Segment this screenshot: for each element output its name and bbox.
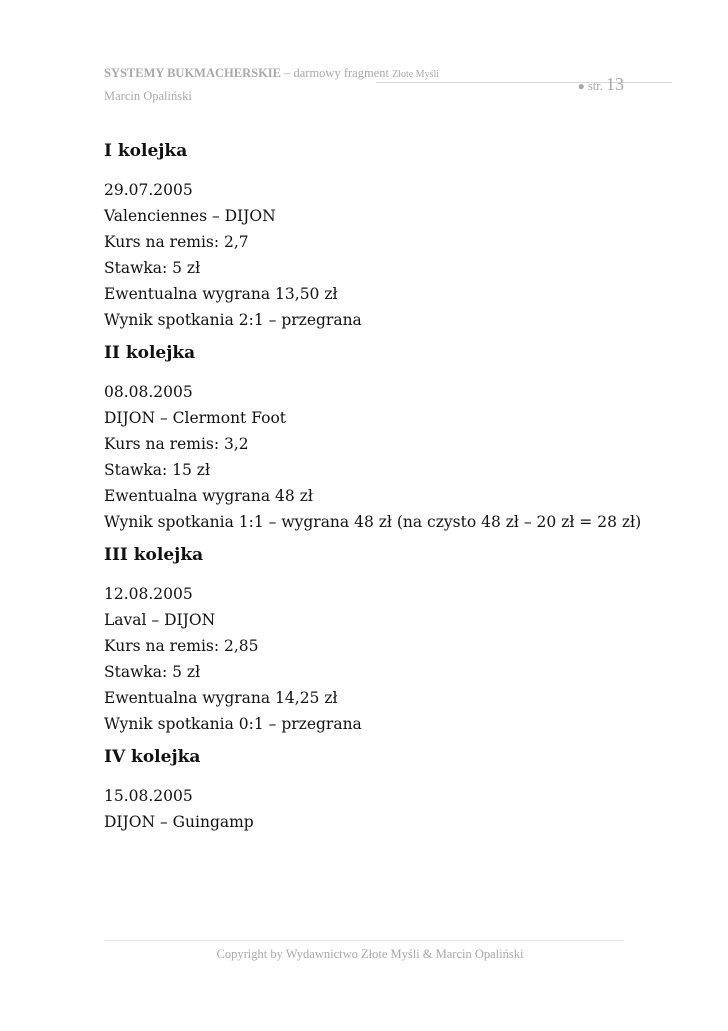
section-heading: III kolejka bbox=[104, 545, 204, 565]
page-number: 13 bbox=[606, 74, 624, 94]
section-round-4 bbox=[104, 743, 644, 835]
section-heading: IV kolejka bbox=[104, 747, 201, 767]
match-date: 29.07.2005 bbox=[104, 181, 193, 199]
section-round-3 bbox=[104, 541, 644, 737]
match-date: 15.08.2005 bbox=[104, 787, 193, 805]
match-teams: Laval – DIJON bbox=[104, 611, 216, 629]
stake: Stawka: 5 zł bbox=[104, 259, 201, 277]
match-result: Wynik spotkania 0:1 – przegrana bbox=[104, 715, 362, 733]
header-brand: SYSTEMY BUKMACHERSKIE bbox=[104, 66, 281, 80]
footer-copyright: Copyright by Wydawnictwo Złote Myśli & Marcin Opaliński bbox=[216, 947, 524, 961]
stake: Stawka: 5 zł bbox=[104, 663, 201, 681]
match-teams: DIJON – Clermont Foot bbox=[104, 409, 287, 427]
header-title bbox=[104, 66, 439, 81]
match-teams: DIJON – Guingamp bbox=[104, 813, 254, 831]
draw-odds: Kurs na remis: 2,7 bbox=[104, 233, 249, 251]
page-header bbox=[104, 66, 624, 116]
document-body bbox=[104, 137, 644, 841]
match-date: 12.08.2005 bbox=[104, 585, 193, 603]
potential-win: Ewentualna wygrana 48 zł bbox=[104, 487, 313, 505]
draw-odds: Kurs na remis: 3,2 bbox=[104, 435, 249, 453]
header-publisher: Złote Myśli bbox=[392, 69, 440, 80]
section-heading: I kolejka bbox=[104, 141, 188, 161]
match-date: 08.08.2005 bbox=[104, 383, 193, 401]
footer-divider bbox=[104, 940, 624, 941]
header-divider bbox=[376, 82, 672, 83]
match-teams: Valenciennes – DIJON bbox=[104, 207, 276, 225]
page-number-label bbox=[578, 74, 624, 95]
bullet-icon: ● bbox=[577, 79, 585, 93]
potential-win: Ewentualna wygrana 13,50 zł bbox=[104, 285, 338, 303]
match-result: Wynik spotkania 1:1 – wygrana 48 zł (na czysto 48 zł – 20 zł = 28 zł) bbox=[104, 513, 642, 531]
match-result: Wynik spotkania 2:1 – przegrana bbox=[104, 311, 362, 329]
page-footer bbox=[0, 947, 728, 962]
header-author: Marcin Opaliński bbox=[104, 89, 192, 103]
potential-win: Ewentualna wygrana 14,25 zł bbox=[104, 689, 338, 707]
stake: Stawka: 15 zł bbox=[104, 461, 210, 479]
header-subtitle: – darmowy fragment bbox=[281, 66, 393, 80]
page-label: str. bbox=[584, 79, 606, 93]
draw-odds: Kurs na remis: 2,85 bbox=[104, 637, 259, 655]
section-round-1 bbox=[104, 137, 644, 333]
section-round-2 bbox=[104, 339, 644, 535]
section-heading: II kolejka bbox=[104, 343, 196, 363]
